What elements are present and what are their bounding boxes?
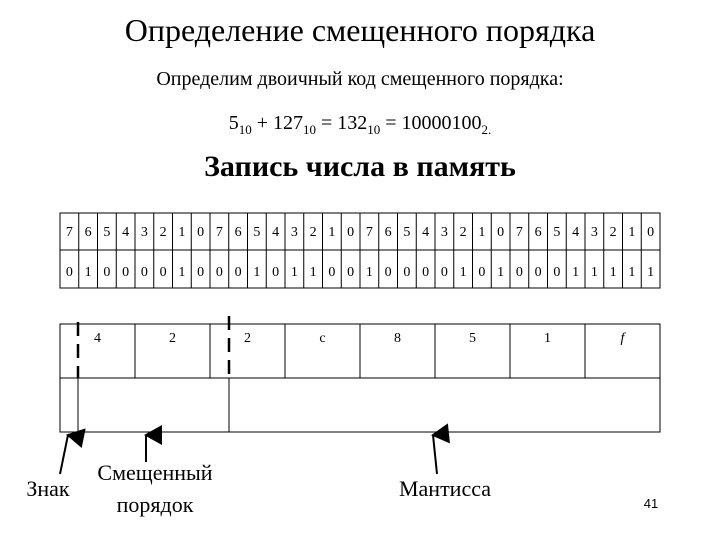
bit-value: 0	[234, 265, 242, 280]
bit-value: 0	[159, 265, 167, 280]
bit-index: 5	[253, 225, 261, 240]
bit-value: 1	[590, 265, 598, 280]
bit-index: 7	[65, 225, 73, 240]
section-heading: Запись числа в память	[204, 150, 516, 183]
bit-value: 1	[497, 265, 505, 280]
sign-label: Знак	[26, 476, 70, 501]
bit-value: 0	[65, 265, 73, 280]
mantissa-arrow	[433, 435, 437, 474]
bit-value: 0	[515, 265, 523, 280]
formula-equals-1: =	[315, 112, 338, 134]
bit-index: 3	[290, 225, 298, 240]
bit-index: 7	[215, 225, 223, 240]
bit-value: 1	[628, 265, 636, 280]
page-number: 41	[643, 496, 659, 511]
bit-index: 3	[140, 225, 148, 240]
bit-value: 0	[197, 265, 205, 280]
formula-term-d-base: 2.	[481, 122, 492, 137]
bit-value: 1	[459, 265, 467, 280]
bit-index: 4	[122, 225, 130, 240]
bit-value: 0	[215, 265, 223, 280]
subtitle: Определим двоичный код смещенного порядка:	[156, 68, 564, 90]
exponent-label-line2: порядок	[116, 492, 194, 517]
bit-grid	[60, 213, 660, 288]
bit-value: 0	[403, 265, 411, 280]
page-title: Определение смещенного порядка	[124, 12, 596, 48]
exponent-label-line1: Смещенный	[97, 460, 213, 485]
mantissa-label: Мантисса	[398, 476, 492, 501]
bit-index: 4	[572, 225, 580, 240]
bit-value: 0	[422, 265, 430, 280]
hex-digit: 2	[169, 331, 176, 346]
bit-value: 1	[572, 265, 580, 280]
bit-index: 5	[103, 225, 111, 240]
bit-value: 1	[309, 265, 317, 280]
bit-value: 0	[140, 265, 148, 280]
hex-digit: 8	[394, 331, 401, 346]
formula-term-a: 5	[228, 112, 239, 134]
hex-digit: 5	[469, 331, 476, 346]
bit-value: 0	[440, 265, 448, 280]
bit-value: 0	[347, 265, 355, 280]
bit-value: 1	[178, 265, 186, 280]
bit-value: 1	[253, 265, 261, 280]
bit-value: 0	[384, 265, 392, 280]
bit-index: 0	[497, 225, 505, 240]
bit-index: 2	[609, 225, 617, 240]
bit-index: 1	[328, 225, 336, 240]
bit-value: 0	[103, 265, 111, 280]
bit-value: 0	[478, 265, 486, 280]
bit-value: 1	[609, 265, 617, 280]
bit-value: 1	[647, 265, 655, 280]
formula-term-c: 132	[337, 112, 368, 134]
bit-value: 1	[365, 265, 373, 280]
bit-index: 5	[403, 225, 411, 240]
bit-index: 2	[159, 225, 167, 240]
bit-value: 0	[328, 265, 336, 280]
bit-index: 7	[515, 225, 523, 240]
bit-value: 0	[272, 265, 280, 280]
hex-digit: f	[620, 331, 625, 346]
bit-index: 1	[628, 225, 636, 240]
bit-value: 1	[84, 265, 92, 280]
bit-index: 6	[84, 225, 92, 240]
bit-index: 0	[647, 225, 655, 240]
bit-index: 6	[534, 225, 542, 240]
hex-digit: 2	[244, 331, 251, 346]
bit-value: 0	[534, 265, 542, 280]
bit-index: 3	[440, 225, 448, 240]
formula-plus: +	[251, 112, 273, 134]
formula-term-d: 10000100	[401, 112, 482, 134]
bit-index: 2	[459, 225, 467, 240]
bit-value: 0	[553, 265, 561, 280]
bit-index: 1	[478, 225, 486, 240]
bit-index: 3	[590, 225, 598, 240]
hex-digit: 4	[94, 331, 101, 346]
bit-index: 6	[384, 225, 392, 240]
formula-equals-2: =	[380, 112, 402, 134]
bit-value: 0	[122, 265, 130, 280]
bit-index: 6	[234, 225, 242, 240]
formula-term-b: 127	[272, 112, 303, 134]
sign-arrow	[60, 435, 68, 474]
bit-index: 4	[272, 225, 280, 240]
bit-index: 1	[178, 225, 186, 240]
hex-digit: 1	[544, 331, 551, 346]
bit-index: 0	[197, 225, 205, 240]
bit-index: 0	[347, 225, 355, 240]
bit-index: 7	[365, 225, 373, 240]
formula-term-c-base: 10	[367, 122, 381, 137]
hex-digit: c	[319, 331, 326, 346]
fields-box	[60, 378, 660, 432]
bit-value: 1	[290, 265, 298, 280]
bit-index: 5	[553, 225, 561, 240]
bit-index: 4	[422, 225, 430, 240]
formula-term-b-base: 10	[302, 122, 316, 137]
bit-index: 2	[309, 225, 317, 240]
formula-term-a-base: 10	[238, 122, 252, 137]
hex-row	[60, 324, 660, 378]
